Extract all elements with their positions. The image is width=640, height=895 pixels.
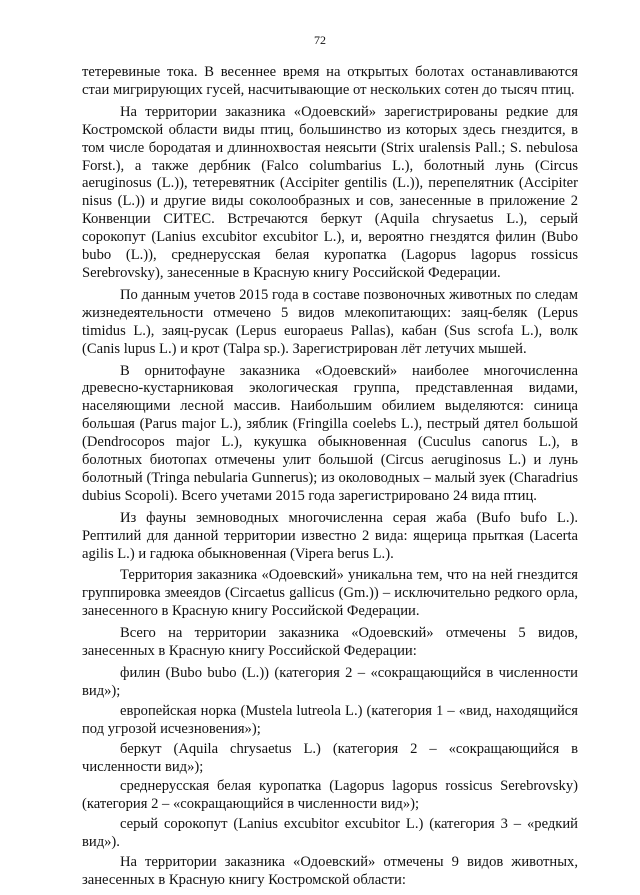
list-item-eagle-owl: филин (Bubo bubo (L.)) (категория 2 – «сокращающийся в численности вид»); bbox=[82, 665, 578, 699]
list-item-willow-ptarmigan: среднерусская белая куропатка (Lagopus lagopus rossicus Serebrovsky) (категория 2 – «сокращающийся в численности вид»); bbox=[82, 778, 578, 813]
paragraph-red-book-rf-intro: Всего на территории заказника «Одоевский» отмечены 5 видов, занесенных в Красную книгу Российской Федерации: bbox=[82, 625, 578, 660]
paragraph-intro-continuation: тетеревиные тока. В весеннее время на открытых болотах останавливаются стаи мигрирующих гусей, насчитывающие от нескольких сотен до тысяч птиц. bbox=[82, 64, 578, 98]
paragraph-rare-birds: На территории заказника «Одоевский» зарегистрированы редкие для Костромской области виды птиц, большинство из которых здесь гнездится, в том числе бородатая и длиннохвостая неясыти (Strix uralensis Pall.; S. nebulosa Forst.), а также дербник (Falco columbarius L.), болотный лунь (Circus aeruginosus (L.)), тетеревятник (Accipiter gentilis (L.)), перепелятник (Accipiter nisus (L.)) и другие виды соколообразных и сов, занесенные в приложение 2 Конвенции СИТЕС. Встречаются беркут (Aquila chrysaetus L.), серый сорокопут (Lanius excubitor excubitor L.), и, вероятно гнездятся филин (Bubo bubo (L.)), среднерусская белая куропатка (Lagopus lagopus rossicus Serebrovsky), занесенные в Красную книгу Российской Федерации. bbox=[82, 103, 578, 281]
list-item-golden-eagle: беркут (Aquila chrysaetus L.) (категория 2 – «сокращающийся в численности вид»); bbox=[82, 740, 578, 775]
paragraph-short-toed-eagle: Территория заказника «Одоевский» уникальна тем, что на ней гнездится группировка змееядов (Circaetus gallicus (Gm.)) – исключительно редкого орла, занесенного в Красную книгу Российской Федерации. bbox=[82, 567, 578, 620]
body-text bbox=[82, 64, 578, 894]
paragraph-avifauna: В орнитофауне заказника «Одоевский» наиболее многочисленна древесно-кустарниковая экологическая группа, представленная видами, населяющими лесной массив. Наибольшим обилием выделяются: синица большая (Parus major L.), зяблик (Fringilla coelebs L.), пестрый дятел большой (Dendrocopos major L.), кукушка обыкновенная (Cuculus canorus L.), в болотных биотопах отмечены улит большой (Circus aeruginosus L.) и лунь болотный (Tringa nebularia Gunnerus); из околоводных – малый зуек (Charadrius dubius Scopoli). Всего учетами 2015 года зарегистрировано 24 вида птиц. bbox=[82, 362, 578, 504]
list-item-great-grey-shrike: серый сорокопут (Lanius excubitor excubitor L.) (категория 3 – «редкий вид»). bbox=[82, 816, 578, 851]
paragraph-red-book-kostroma-intro: На территории заказника «Одоевский» отмечены 9 видов животных, занесенных в Красную книгу Костромской области: bbox=[82, 854, 578, 888]
list-item-european-mink: европейская норка (Mustela lutreola L.) (категория 1 – «вид, находящийся под угрозой исчезновения»); bbox=[82, 702, 578, 737]
page-number: 72 bbox=[314, 33, 326, 47]
paragraph-mammals: По данным учетов 2015 года в составе позвоночных животных по следам жизнедеятельности отмечено 5 видов млекопитающих: заяц-беляк (Lepus timidus L.), заяц-русак (Lepus europaeus Pallas), кабан (Sus scrofa L.), волк (Canis lupus L.) и крот (Talpa sp.). Зарегистрирован лёт летучих мышей. bbox=[82, 286, 578, 357]
paragraph-amphibians-reptiles: Из фауны земноводных многочисленна серая жаба (Bufo bufo L.). Рептилий для данной территории известно 2 вида: ящерица прыткая (Lacerta agilis L.) и гадюка обыкновенная (Vipera berus L.). bbox=[82, 509, 578, 562]
